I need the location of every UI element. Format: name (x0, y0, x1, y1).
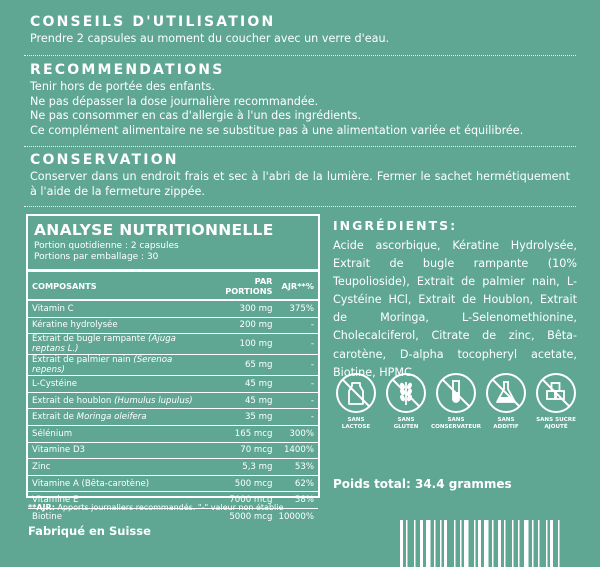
nutrient-name: Vitamine D3 (28, 442, 204, 459)
badge-line2: AJOUTÉ (544, 423, 568, 430)
header-per-portion: PAR PORTIONS (225, 276, 273, 296)
recommendation-line: Ne pas consommer en cas d'allergie à l'un des ingrédients. (30, 109, 362, 122)
badge-no-lactose (333, 372, 379, 430)
nutrient-quantity: 100 mg (204, 334, 274, 355)
barcode-bar (484, 520, 489, 567)
badge-line1: SANS (497, 417, 515, 423)
barcode-bar (474, 520, 476, 567)
nutrient-row (28, 392, 318, 409)
badge-no-gluten (383, 372, 429, 430)
daily-portion: Portion quotidienne : 2 capsules (34, 241, 179, 251)
badge-line1: SANS (397, 417, 415, 423)
nutrient-name: Extrait de houblon (Humulus lupulus) (28, 392, 204, 409)
nutrition-table (28, 272, 318, 525)
nutrient-ajr: - (274, 317, 318, 334)
barcode-bar (478, 520, 481, 567)
ingredients-title: INGRÉDIENTS: (333, 218, 458, 233)
nutrient-quantity: 5,3 mg (204, 459, 274, 476)
nutrient-row (28, 334, 318, 355)
nutrient-ajr: - (274, 334, 318, 355)
nutrient-name: Biotine (32, 511, 63, 522)
badge-line1: SANS (447, 417, 465, 423)
nutrient-ajr: - (274, 355, 318, 376)
barcode-bar (504, 520, 506, 567)
nutrient-quantity: 165 mcg (204, 425, 274, 442)
nutrient-ajr: - (274, 376, 318, 393)
barcode-bar (532, 520, 534, 567)
barcode-bar (440, 520, 442, 567)
nutrient-ajr: 300% (274, 425, 318, 442)
badge-line2: GLUTEN (393, 423, 419, 430)
portions-per-pack: Portions par emballage : 30 (34, 252, 159, 262)
barcode (392, 520, 600, 567)
nutrient-row (28, 459, 318, 476)
recommendations-title: RECOMMENDATIONS (30, 62, 225, 78)
badge-line1: SANS (347, 417, 365, 423)
nutrient-latin-name: (Humulus lupulus) (114, 395, 193, 406)
recommendations-section (30, 62, 570, 138)
badge-no-preservative (430, 372, 482, 430)
nutrient-latin-name: Moringa oleifera (76, 412, 147, 423)
barcode-bar (518, 520, 520, 567)
no-lactose-icon (335, 372, 377, 414)
barcode-bar (426, 520, 431, 567)
nutrient-name: Extrait de palmier nain (Serenoa repens) (28, 355, 204, 376)
nutrient-name: Zinc (28, 459, 204, 476)
no-added-sugar-icon (535, 372, 577, 414)
nutrient-latin-name: (Ajuga reptans L.) (32, 334, 176, 355)
total-weight: Poids total: 34.4 grammes (333, 477, 512, 491)
nutrient-quantity: 7000 mcg (204, 492, 274, 509)
divider (24, 206, 576, 207)
nutrient-ajr: - (274, 409, 318, 426)
nutrient-quantity: 300 mg (204, 300, 274, 317)
nutrient-quantity: 5000 mcg (229, 511, 273, 522)
nutrient-name: Vitamine A (Bêta-carotène) (28, 475, 204, 492)
ingredients-text: Acide ascorbique, Kératine Hydrolysée, Extrait de bugle rampante (10% Teupolioside), Extrait de palmier nain, L-Cystéine HCl, Extrait de Houblon, Extrait de Moringa, L-Selenomethionine, Cholecalciferol, Citrate de zinc, Bêta-carotène, D-alpha tocopheryl acetate, Biotine, HPMC. (333, 239, 577, 379)
barcode-bar (460, 520, 462, 567)
nutrient-row (28, 409, 318, 426)
usage-section (30, 14, 570, 47)
nutrient-name: L-Cystéine (28, 376, 204, 393)
barcode-bar (464, 520, 469, 567)
barcode-bar (498, 520, 501, 567)
nutrient-ajr: 375% (274, 300, 318, 317)
barcode-bar (444, 520, 447, 567)
badge-no-additive (483, 372, 529, 430)
barcode-bar (546, 520, 548, 567)
ingredients-section (333, 218, 577, 382)
barcode-bar (512, 520, 514, 567)
nutrient-quantity: 200 mg (204, 317, 274, 334)
barcode-bar (400, 520, 403, 567)
barcode-bar (420, 520, 423, 567)
barcode-bar (414, 520, 416, 567)
nutrient-ajr: 1400% (274, 442, 318, 459)
conservation-title: CONSERVATION (30, 152, 179, 168)
nutrient-name: Extrait de Moringa oleifera (28, 409, 204, 426)
recommendation-line: Tenir hors de portée des enfants. (30, 80, 215, 93)
nutrient-ajr: - (274, 392, 318, 409)
ajr-footnote-key: **AJR: (28, 503, 55, 512)
no-gluten-icon (385, 372, 427, 414)
header-ajr: AJR**% (281, 281, 314, 291)
barcode-bar (434, 520, 436, 567)
divider (24, 55, 576, 56)
no-additive-icon (485, 372, 527, 414)
table-header-row (28, 272, 318, 300)
ajr-footnote-text: Apports journaliers recommandés. "-" valeur non établie (54, 503, 284, 512)
nutrient-ajr: 53% (274, 459, 318, 476)
badge-line2: LACTOSE (341, 423, 371, 430)
nutrient-quantity: 500 mcg (204, 475, 274, 492)
nutrient-quantity: 70 mcg (204, 442, 274, 459)
badge-line2: ADDITIF (493, 423, 519, 430)
header-component: COMPOSANTS (32, 281, 97, 291)
barcode-bar (454, 520, 456, 567)
barcode-bar (406, 520, 408, 567)
recommendation-line: Ce complément alimentaire ne se substitue pas à une alimentation variée et équilibrée. (30, 123, 524, 137)
nutrient-row (28, 475, 318, 492)
barcode-bar (538, 520, 540, 567)
made-in: Fabriqué en Suisse (28, 524, 151, 538)
nutrition-title: ANALYSE NUTRITIONNELLE (34, 221, 274, 239)
nutrient-ajr: 58% (274, 492, 318, 509)
nutrient-quantity: 35 mg (204, 409, 274, 426)
barcode-bar (492, 520, 494, 567)
nutrient-latin-name: (Serenoa repens) (32, 355, 173, 376)
nutrient-name: Extrait de bugle rampante (Ajuga reptans L.) (28, 334, 204, 355)
badge-line1: SANS SUCRE (536, 417, 576, 423)
nutrient-row (28, 355, 318, 376)
usage-text: Prendre 2 capsules au moment du coucher avec un verre d'eau. (30, 32, 390, 45)
recommendation-line: Ne pas dépasser la dose journalière recommandée. (30, 94, 319, 108)
nutrient-name: Vitamin C (28, 300, 204, 317)
nutrient-row (28, 442, 318, 459)
nutrient-row (28, 376, 318, 393)
nutrient-quantity: 45 mg (204, 392, 274, 409)
free-from-badges (333, 372, 579, 430)
nutrient-quantity: 45 mg (204, 376, 274, 393)
barcode-bar (558, 520, 560, 567)
nutrient-ajr: 62% (274, 475, 318, 492)
nutrient-row (28, 425, 318, 442)
nutrient-row (28, 317, 318, 334)
no-preservative-icon (435, 372, 477, 414)
ajr-footnote (28, 503, 283, 512)
nutrient-name: Kératine hydrolysée (28, 317, 204, 334)
nutrient-quantity: 65 mg (204, 355, 274, 376)
conservation-section (30, 152, 570, 199)
conservation-text: Conserver dans un endroit frais et sec à l'abri de la lumière. Fermer le sachet hermétiquement à l'aide de la fermeture zippée. (30, 170, 570, 198)
badge-no-added-sugar (533, 372, 579, 430)
nutrient-ajr: 10000% (278, 511, 314, 522)
nutrient-row (28, 300, 318, 317)
barcode-bar (550, 520, 553, 567)
badge-line2: CONSERVATEUR (430, 423, 482, 430)
usage-title: CONSEILS D'UTILISATION (30, 14, 276, 30)
barcode-bar (524, 520, 529, 567)
nutrient-name: Sélénium (28, 425, 204, 442)
nutrient-name: Vitamine E (28, 492, 204, 509)
divider (24, 146, 576, 147)
